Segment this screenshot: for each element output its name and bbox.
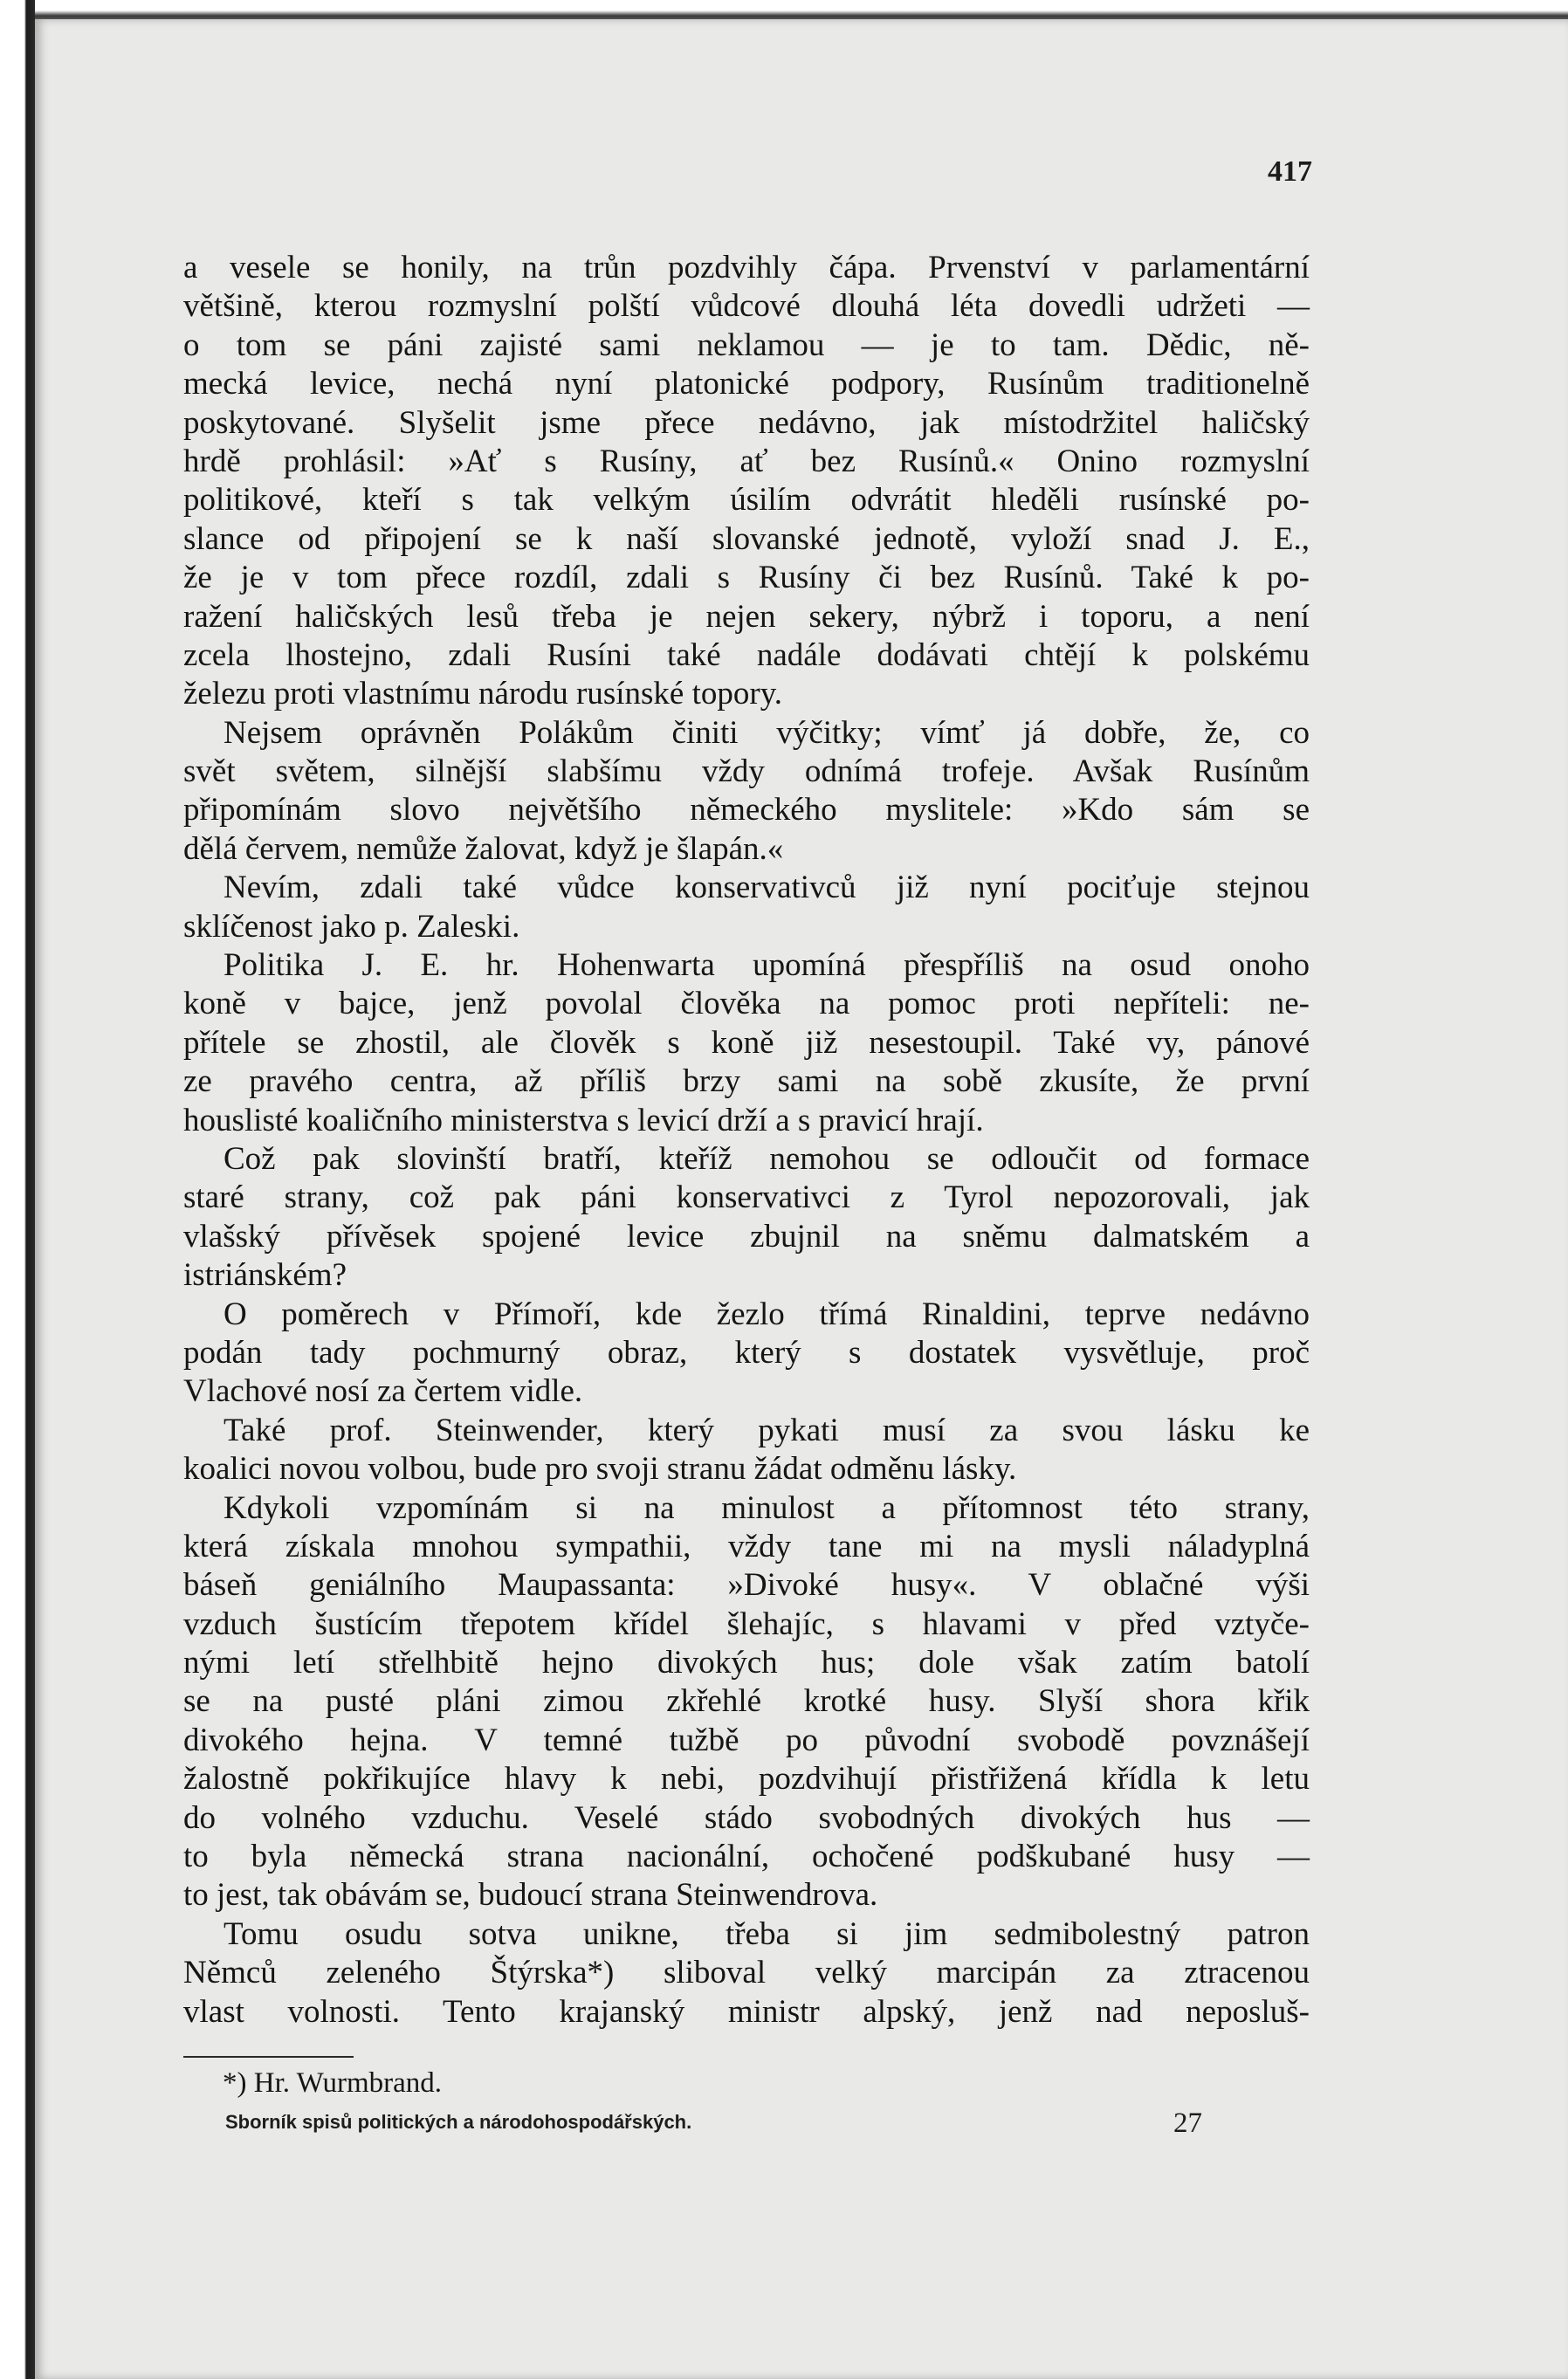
signature-mark: 27 [1173, 2107, 1202, 2139]
text-line: Kdykoli vzpomínám si na minulost a přítomnost této strany, [224, 1489, 1310, 1526]
text-line: ražení haličských lesů třeba je nejen sekery, nýbrž i toporu, a není [183, 598, 1310, 635]
text-line: přítele se zhostil, ale člověk s koně již nesestoupil. Také vy, pánové [183, 1024, 1310, 1061]
text-line: nými letí střelhbitě hejno divokých hus; dole však zatím batolí [183, 1645, 1310, 1681]
text-line: zcela lhostejno, zdali Rusíni také nadále dodávati chtějí k polskému [183, 636, 1310, 673]
text-line: železu proti vlastnímu národu rusínské topory. [183, 676, 783, 712]
text-line: koně v bajce, jenž povolal člověka na pomoc proti nepříteli: ne- [183, 986, 1310, 1022]
text-line: ze pravého centra, až příliš brzy sami na sobě zkusíte, že první [183, 1063, 1310, 1100]
scan-border-left [0, 0, 35, 2379]
text-line: sklíčenost jako p. Zaleski. [183, 908, 520, 945]
text-line: která získala mnohou sympathii, vždy tane mi na mysli náladyplná [183, 1528, 1310, 1564]
text-line: slance od připojení se k naší slovanské jednotě, vyloží snad J. E., [183, 520, 1310, 557]
scan-border-top [35, 0, 1568, 19]
text-line: žalostně pokřikujíce hlavy k nebi, pozdvihují přistřižená křídla k letu [183, 1761, 1310, 1798]
text-line: Nejsem oprávněn Polákům činiti výčitky; vímť já dobře, že, co [224, 714, 1310, 751]
text-line: podán tady pochmurný obraz, který s dostatek vysvětluje, proč [183, 1334, 1310, 1371]
text-line: koalici novou volbou, bude pro svoji stranu žádat odměnu lásky. [183, 1451, 1017, 1488]
page-number: 417 [1268, 155, 1312, 188]
text-line: se na pusté pláni zimou zkřehlé krotké husy. Slyší shora křik [183, 1683, 1310, 1720]
text-line: a vesele se honily, na trůn pozdvihly čápa. Prvenství v parlamentární [183, 250, 1310, 285]
text-line: politikové, kteří s tak velkým úsilím odvrátit hleděli rusínské po- [183, 482, 1310, 519]
text-line: to jest, tak obávám se, budoucí strana Steinwendrova. [183, 1877, 878, 1914]
text-line: svět světem, silnější slabšímu vždy odnímá trofeje. Avšak Rusínům [183, 753, 1310, 790]
text-line: připomínám slovo největšího německého myslitele: »Kdo sám se [183, 792, 1310, 829]
text-line: do volného vzduchu. Veselé stádo svobodných divokých hus — [183, 1799, 1310, 1836]
text-line: Také prof. Steinwender, který pykati musí za svou lásku ke [224, 1412, 1310, 1448]
text-line: báseň geniálního Maupassanta: »Divoké husy«. V oblačné výši [183, 1567, 1310, 1604]
footnote-divider [183, 2056, 354, 2058]
text-line: poskytované. Slyšelit jsme přece nedávno, jak místodržitel haličský [183, 404, 1310, 441]
text-line: že je v tom přece rozdíl, zdali s Rusíny či bez Rusínů. Také k po- [183, 560, 1310, 596]
text-line: vlast volnosti. Tento krajanský ministr alpský, jenž nad neposluš- [183, 1993, 1310, 2030]
text-line: dělá červem, nemůže žalovat, když je šlapán.« [183, 830, 784, 867]
text-line: o tom se páni zajisté sami neklamou — je to tam. Dědic, ně- [183, 327, 1310, 363]
text-line: to byla německá strana nacionální, ochočené podškubané husy — [183, 1839, 1310, 1875]
text-line: Nevím, zdali také vůdce konservativců již nyní pociťuje stejnou [224, 870, 1310, 906]
text-line: Což pak slovinští bratří, kteříž nemohou se odloučit od formace [224, 1140, 1310, 1177]
text-line: Tomu osudu sotva unikne, třeba si jim sedmibolestný patron [224, 1915, 1310, 1952]
footnote: *) Hr. Wurmbrand. [223, 2067, 443, 2099]
signature-line: Sborník spisů politických a národohospodářských. [225, 2111, 692, 2133]
text-line: staré strany, což pak páni konservativci z Tyrol nepozorovali, jak [183, 1179, 1310, 1216]
text-line: Vlachové nosí za čertem vidle. [183, 1373, 583, 1410]
text-line: Němců zeleného Štýrska*) sliboval velký marcipán za ztracenou [183, 1955, 1310, 1991]
text-line: vzduch šustícím třepotem křídel šlehajíc, s hlavami v před vztyče- [183, 1605, 1310, 1642]
text-line: Politika J. E. hr. Hohenwarta upomíná přespříliš na osud onoho [224, 947, 1310, 984]
text-line: istriánském? [183, 1257, 347, 1294]
text-line: houslisté koaličního ministerstva s levicí drží a s pravicí hrají. [183, 1102, 984, 1138]
body-text [183, 249, 1310, 2032]
text-line: O poměrech v Přímoří, kde žezlo třímá Rinaldini, teprve nedávno [224, 1296, 1310, 1332]
text-line: vlašský přívěsek spojené levice zbujnil na sněmu dalmatském a [183, 1218, 1310, 1255]
text-line: divokého hejna. V temné tužbě po původní svobodě povznášejí [183, 1722, 1310, 1758]
text-line: většině, kterou rozmyslní polští vůdcové dlouhá léta dovedli udržeti — [183, 288, 1310, 325]
text-line: mecká levice, nechá nyní platonické podpory, Rusínům traditionelně [183, 366, 1310, 402]
text-line: hrdě prohlásil: »Ať s Rusíny, ať bez Rusínů.« Onino rozmyslní [183, 443, 1310, 479]
